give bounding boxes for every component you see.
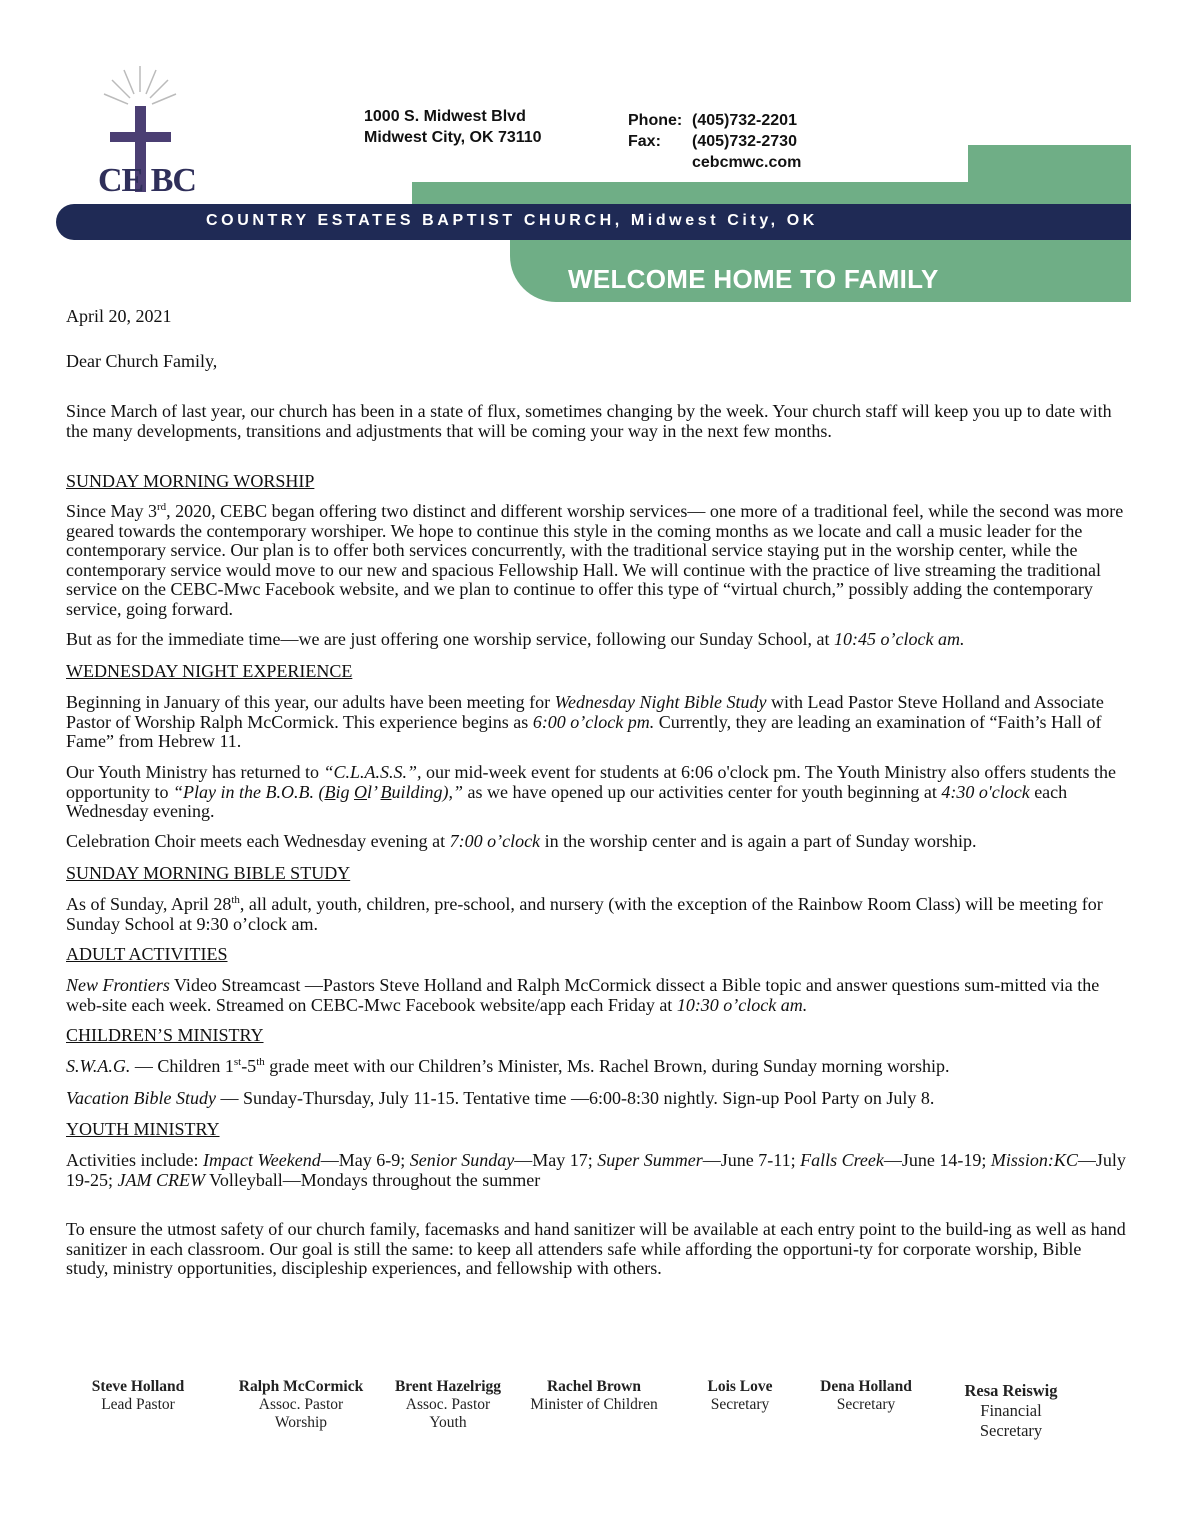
address-line-1: 1000 S. Midwest Blvd (364, 108, 526, 125)
staff-name: Dena Holland (820, 1378, 912, 1395)
heading-youth: YOUTH MINISTRY (66, 1119, 220, 1139)
staff-member (224, 1378, 378, 1432)
heading-sunday-worship: SUNDAY MORNING WORSHIP (66, 471, 315, 491)
church-name: COUNTRY ESTATES BAPTIST CHURCH, Midwest City, OK (206, 212, 818, 229)
staff-title: Financial (980, 1401, 1042, 1420)
staff-title-2: Worship (274, 1414, 328, 1431)
sunday-worship-paragraph-1: Since May 3rd, 2020, CEBC began offering two distinct and different worship services— one more of a traditional feel, while the second was more geared towards the contemporary worshiper. We hope to continue this style in the coming months as we locate and call a music leader for the contemporary service. Our plan is to offer both services concurrently, with the traditional service staying put in the worship center, while the contemporary service would move to our new and spacious Fellowship Hall. We will continue with the practice of live streaming the traditional service on the CEBC-Mwc Facebook website, and we plan to continue to offer this type of “virtual church,” possibly adding the contemporary service, going forward. (66, 501, 1124, 619)
logo-text: CE BC (98, 162, 196, 199)
phone-number: (405)732-2201 (692, 112, 797, 129)
sunday-worship-paragraph-2: But as for the immediate time—we are just offering one worship service, following our Sunday School, at 10:45 o’clock am. (66, 629, 965, 649)
staff-member (950, 1381, 1072, 1441)
staff-title: Secretary (710, 1396, 770, 1413)
staff-title: Secretary (836, 1396, 896, 1413)
staff-member (690, 1378, 790, 1414)
staff-name: Rachel Brown (546, 1378, 641, 1395)
heading-wednesday: WEDNESDAY NIGHT EXPERIENCE (66, 661, 353, 681)
staff-title: Assoc. Pastor (405, 1396, 491, 1413)
green-band-middle (412, 182, 1131, 205)
church-contact (628, 110, 801, 173)
staff-name: Steve Holland (91, 1378, 185, 1395)
phone-label: Phone: (628, 112, 683, 129)
website: cebcmwc.com (692, 154, 802, 171)
church-logo (92, 62, 202, 202)
adult-paragraph: New Frontiers Video Streamcast —Pastors Steve Holland and Ralph McCormick dissect a Bible topic and answer questions sum-mitted via the web-site each week. Streamed on CEBC-Mwc Facebook website/app each Friday at 10:30 o’clock am. (66, 975, 1100, 1015)
staff-member (78, 1378, 198, 1414)
staff-title: Assoc. Pastor (258, 1396, 344, 1413)
church-address (364, 106, 542, 148)
heading-children: CHILDREN’S MINISTRY (66, 1025, 264, 1045)
wednesday-paragraph-3: Celebration Choir meets each Wednesday evening at 7:00 o’clock in the worship center and is again a part of Sunday worship. (66, 831, 977, 851)
staff-name: Resa Reiswig (964, 1381, 1058, 1400)
children-paragraph-1: S.W.A.G. — Children 1st-5th grade meet with our Children’s Minister, Ms. Rachel Brown, during Sunday morning worship. (66, 1056, 950, 1076)
salutation: Dear Church Family, (66, 351, 218, 371)
intro-paragraph: Since March of last year, our church has been in a state of flux, sometimes changing by the week. Your church staff will keep you up to date with the many developments, transitions and adjustments that will be coming your way in the next few months. (66, 401, 1112, 441)
tagline: WELCOME HOME TO FAMILY (568, 264, 939, 294)
staff-title: Minister of Children (530, 1396, 658, 1413)
staff-title-2: Youth (429, 1414, 467, 1431)
heading-adult: ADULT ACTIVITIES (66, 944, 228, 964)
staff-member (384, 1378, 512, 1432)
staff-name: Ralph McCormick (238, 1378, 364, 1395)
staff-member (516, 1378, 672, 1414)
staff-name: Lois Love (707, 1378, 773, 1395)
closing-paragraph: To ensure the utmost safety of our church family, facemasks and hand sanitizer will be available at each entry point to the build-ing as well as hand sanitizer in each classroom. Our goal is still the same: to keep all attenders safe while affording the opportuni-ty for corporate worship, Bible study, ministry opportunities, discipleship experiences, and fellowship with others. (66, 1219, 1126, 1278)
youth-paragraph: Activities include: Impact Weekend—May 6-9; Senior Sunday—May 17; Super Summer—June 7-11; Falls Creek—June 14-19; Mission:KC—July 19-25; JAM CREW Volleyball—Mondays throughout the summer (66, 1150, 1126, 1190)
staff-name: Brent Hazelrigg (394, 1378, 502, 1395)
wednesday-paragraph-2: Our Youth Ministry has returned to “C.L.A.S.S.”, our mid-week event for students at 6:06 o'clock pm. The Youth Ministry also offers students the opportunity to “Play in the B.O.B. (Big Ol’ Building),” as we have opened up our activities center for youth beginning at 4:30 o'clock each Wednesday evening. (66, 762, 1117, 821)
bible-study-paragraph: As of Sunday, April 28th, all adult, youth, children, pre-school, and nursery (with the exception of the Rainbow Room Class) will be meeting for Sunday School at 9:30 o’clock am. (66, 894, 1103, 934)
staff-title-2: Secretary (979, 1421, 1043, 1440)
fax-number: (405)732-2730 (692, 133, 797, 150)
letter-date: April 20, 2021 (66, 306, 172, 326)
children-paragraph-2: Vacation Bible Study — Sunday-Thursday, July 11-15. Tentative time —6:00-8:30 nightly. Sign-up Pool Party on July 8. (66, 1088, 935, 1108)
staff-member (808, 1378, 924, 1414)
address-line-2: Midwest City, OK 73110 (364, 129, 542, 146)
staff-title: Lead Pastor (101, 1396, 175, 1413)
fax-label: Fax: (628, 133, 661, 150)
heading-bible-study: SUNDAY MORNING BIBLE STUDY (66, 863, 351, 883)
wednesday-paragraph-1: Beginning in January of this year, our adults have been meeting for Wednesday Night Bible Study with Lead Pastor Steve Holland and Associate Pastor of Worship Ralph McCormick. This experience begins as 6:00 o’clock pm. Currently, they are leading an examination of “Faith’s Hall of Fame” from Hebrew 11. (66, 692, 1104, 751)
